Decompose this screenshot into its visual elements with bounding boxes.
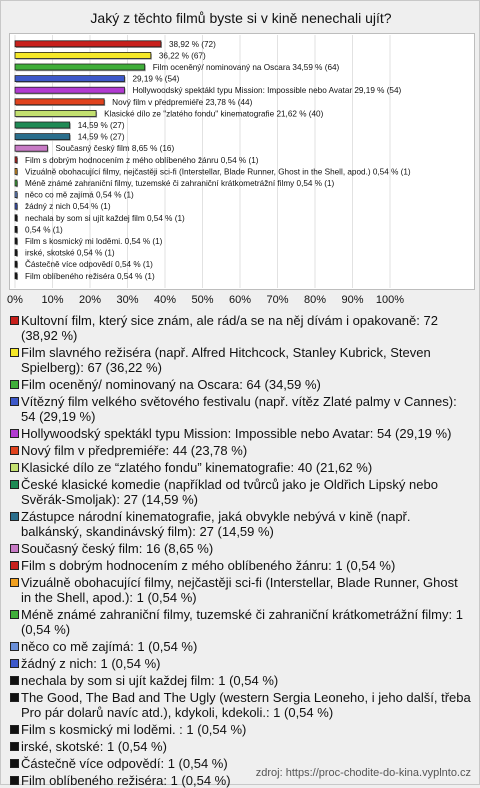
legend-swatch [10, 446, 19, 455]
bar [15, 238, 17, 244]
legend-swatch [10, 480, 19, 489]
legend-label: Vizuálně obohacující filmy, nejčastěji sci-fi (Interstellar, Blade Runner, Ghost in the Shell, apod.): 1 (0,54 %) [21, 575, 458, 605]
legend-label: Film s dobrým hodnocením z mého oblíbeného žánru: 1 (0,54 %) [21, 558, 396, 573]
legend-label: něco co mě zajímá: 1 (0,54 %) [21, 639, 198, 654]
legend-swatch [10, 578, 19, 587]
legend-item [9, 460, 471, 475]
bar-chart-svg [10, 34, 474, 289]
bar [15, 41, 161, 47]
bar-label: 38,92 % (72) [168, 39, 216, 49]
x-tick-label: 20% [78, 294, 102, 306]
legend-label: České klasické komedie (například od tvůrců jako je Oldřich Lipský nebo Svěrák-Smoljak): 27 (14,59 %) [21, 477, 438, 507]
bar [15, 134, 70, 140]
bar [15, 64, 145, 70]
legend-label: Částečně více odpovědí: 1 (0,54 %) [21, 756, 228, 771]
legend-item [9, 558, 471, 573]
legend-item [9, 345, 471, 375]
legend-label: Současný český film: 16 (8,65 %) [21, 541, 214, 556]
bar-label: Méně známé zahraniční filmy, tuzemské či zahraniční krátkometrážní filmy 0,54 % (1) [25, 179, 335, 188]
x-tick-label: 40% [153, 294, 177, 306]
bar [15, 99, 104, 105]
legend-item [9, 607, 471, 637]
legend-label: irské, skotské: 1 (0,54 %) [21, 739, 167, 754]
legend-item [9, 477, 471, 507]
bar [15, 203, 17, 209]
legend-swatch [10, 742, 19, 751]
bar-label: něco co mě zajímá 0,54 % (1) [25, 190, 134, 200]
bar-label: irské, skotské 0,54 % (1) [25, 248, 115, 258]
legend-item [9, 656, 471, 671]
bar [15, 76, 124, 82]
legend-swatch [10, 561, 19, 570]
legend-swatch [10, 676, 19, 685]
bar-label: Nový film v předpremiéře 23,78 % (44) [112, 97, 253, 107]
legend-swatch [10, 429, 19, 438]
legend-label: Klasické dílo ze “zlatého fondu” kinematografie: 40 (21,62 %) [21, 460, 373, 475]
legend-item [9, 739, 471, 754]
legend-label: Zástupce národní kinematografie, jaká obvykle nebývá v kině (např. balkánský, skandinávský film): 27 (14,59 %) [21, 509, 411, 539]
legend-label: Film slavného režiséra (např. Alfred Hitchcock, Stanley Kubrick, Steven Spielberg): 67 (36,22 %) [21, 345, 431, 375]
bar [15, 157, 17, 163]
bar-label: 36,22 % (67) [158, 51, 206, 61]
bar [15, 226, 17, 232]
bar-label: 14,59 % (27) [77, 132, 125, 142]
bar [15, 180, 17, 186]
x-tick-label: 10% [41, 294, 64, 306]
bar-label: Film s dobrým hodnocením z mého oblíbeného žánru 0,54 % (1) [25, 155, 259, 165]
bar-label: žádný z nich 0,54 % (1) [25, 202, 111, 212]
bar [15, 87, 124, 93]
legend-item [9, 639, 471, 654]
legend-label: Film oceněný/ nominovaný na Oscara: 64 (34,59 %) [21, 377, 321, 392]
legend-item [9, 722, 471, 737]
legend-swatch [10, 725, 19, 734]
legend-swatch [10, 463, 19, 472]
legend-swatch [10, 776, 19, 785]
legend-label: nechala by som si ujít každej film: 1 (0,54 %) [21, 673, 279, 688]
legend-item [9, 673, 471, 688]
plot-area [9, 33, 475, 290]
bar [15, 122, 70, 128]
legend-item [9, 541, 471, 556]
legend-item [9, 426, 471, 441]
legend-label: Vítězný film velkého světového festivalu (např. vítěz Zlaté palmy v Cannes): 54 (29,19 %) [21, 394, 457, 424]
legend-label: The Good, The Bad and The Ugly (western Sergia Leoneho, i jeho další, třeba Pro pár dolarů navíc atd.), kdykoli, kdekoli.: 1 (0,54 %) [21, 690, 471, 720]
x-tick-label: 70% [266, 294, 289, 306]
legend-label: Nový film v předpremiéře: 44 (23,78 %) [21, 443, 248, 458]
bar-label: nechala by som si ujít každej film 0,54 % (1) [25, 213, 185, 223]
bar-label: Film oceněný/ nominovaný na Oscara 34,59 % (64) [152, 63, 340, 72]
bar-label: 14,59 % (27) [77, 121, 125, 130]
legend-swatch [10, 348, 19, 357]
legend-swatch [10, 659, 19, 668]
x-tick-label: 0% [7, 294, 23, 306]
bar-label: Film s kosmický mi loděmi. 0,54 % (1) [25, 237, 163, 246]
legend-item [9, 509, 471, 539]
legend-label: Film s kosmický mi loděmi. : 1 (0,54 %) [21, 722, 247, 737]
bar-label: Film oblíbeného režiséra 0,54 % (1) [25, 271, 155, 281]
x-tick-label: 90% [341, 294, 364, 306]
bar-label: Vizuálně obohacující filmy, nejčastěji sci-fi (Interstellar, Blade Runner, Ghost in the Shell, apod.) 0,54 % (1) [25, 167, 411, 177]
legend-swatch [10, 316, 19, 325]
bar-label: Částečně více odpovědí 0,54 % (1) [25, 260, 153, 270]
legend-item [9, 575, 471, 605]
legend-swatch [10, 642, 19, 651]
legend-label: Méně známé zahraniční filmy, tuzemské či zahraniční krátkometrážní filmy: 1 (0,54 %) [21, 607, 463, 637]
bar [15, 273, 17, 279]
x-tick-label: 30% [116, 294, 139, 306]
legend-item [9, 394, 471, 424]
legend-swatch [10, 512, 19, 521]
legend-item [9, 443, 471, 458]
legend-item [9, 377, 471, 392]
legend-swatch [10, 380, 19, 389]
legend-label: Film oblíbeného režiséra: 1 (0,54 %) [21, 773, 231, 788]
legend-label: Kultovní film, který sice znám, ale rád/a se na něj dívám i opakovaně: 72 (38,92 %) [21, 313, 438, 343]
x-tick-label: 60% [228, 294, 252, 306]
bar [15, 110, 96, 116]
x-tick-label: 50% [191, 294, 214, 306]
bar-label: 0,54 % (1) [25, 225, 63, 235]
legend-label: žádný z nich: 1 (0,54 %) [21, 656, 161, 671]
legend-swatch [10, 759, 19, 768]
bar [15, 168, 17, 174]
legend-swatch [10, 397, 19, 406]
chart-title: Jaký z těchto filmů byste si v kině nenechali ujít? [90, 10, 392, 26]
legend-label: Hollywoodský spektákl typu Mission: Impossible nebo Avatar: 54 (29,19 %) [21, 426, 452, 441]
x-tick-label: 100% [375, 294, 405, 306]
x-tick-label: 80% [303, 294, 327, 306]
source-note: zdroj: https://proc-chodite-do-kina.vyplnto.cz [255, 767, 471, 779]
bar [15, 250, 17, 256]
bar [15, 261, 17, 267]
legend-item [9, 690, 471, 720]
legend-swatch [10, 544, 19, 553]
bar-label: Hollywoodský spektákl typu Mission: Impossible nebo Avatar 29,19 % (54) [132, 86, 402, 96]
legend-item [9, 313, 471, 343]
bar [15, 145, 47, 151]
legend-swatch [10, 693, 19, 702]
bar-label: Klasické dílo ze "zlatého fondu" kinematografie 21,62 % (40) [104, 109, 324, 119]
bar [15, 192, 17, 198]
legend-swatch [10, 610, 19, 619]
bar-label: Současný český film 8,65 % (16) [55, 144, 175, 154]
bar [15, 215, 17, 221]
bar [15, 52, 151, 58]
bar-label: 29,19 % (54) [132, 74, 180, 84]
